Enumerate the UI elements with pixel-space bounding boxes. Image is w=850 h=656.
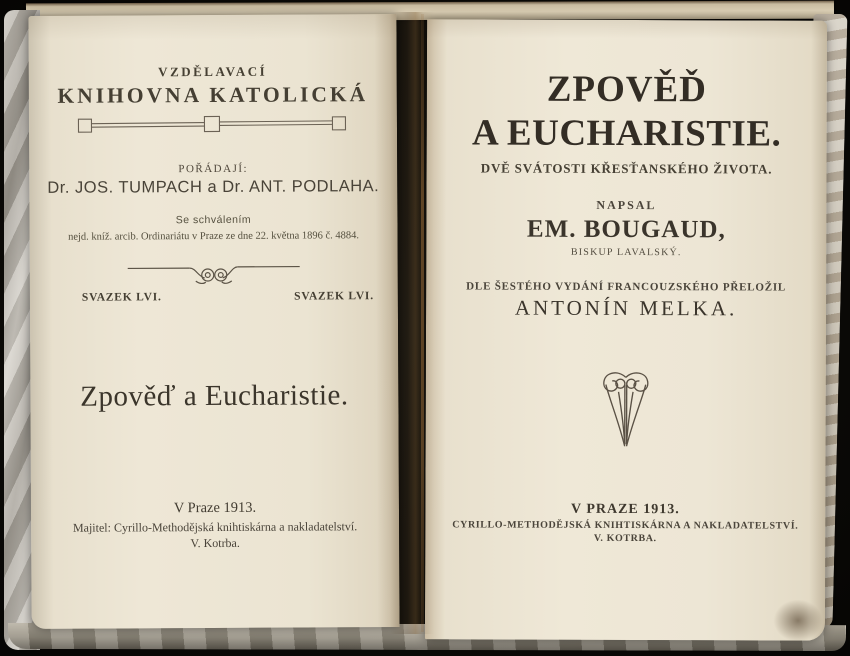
series-name-line1: VZDĚLAVACÍ (158, 63, 268, 80)
author-label: NAPSAL (596, 197, 657, 213)
right-page (425, 19, 827, 640)
author-name: EM. BOUGAUD, (526, 215, 726, 244)
book-title-line1: ZPOVĚĎ (546, 68, 708, 111)
left-imprint-place-year: V Praze 1913. (173, 499, 257, 517)
page-corner-shadow (763, 590, 827, 640)
right-imprint-publisher: CYRILLO-METHODĚJSKÁ KNIHTISKÁRNA A NAKLADATELSTVÍ. (452, 519, 799, 532)
left-imprint-publisher: Majitel: Cyrillo-Methodějská knihtiskárna a nakladatelství. (72, 519, 358, 535)
left-page (28, 14, 399, 629)
scroll-divider-icon (30, 258, 398, 290)
typographic-ornament-icon (426, 367, 826, 452)
series-name-line2: KNIHOVNA KATOLICKÁ (57, 82, 369, 108)
book-subtitle: DVĚ SVÁTOSTI KŘESŤANSKÉHO ŽIVOTA. (480, 160, 773, 177)
translation-note: DLE ŠESTÉHO VYDÁNÍ FRANCOUZSKÉHO PŘELOŽIL (466, 280, 787, 294)
half-title: Zpověď a Eucharistie. (80, 379, 349, 413)
ornamental-rule-icon (29, 113, 397, 135)
editors-names: Dr. JOS. TUMPACH a Dr. ANT. PODLAHA. (47, 177, 380, 197)
left-imprint-printer: V. Kotrba. (190, 535, 240, 551)
book-gutter-shadow (390, 12, 434, 634)
right-imprint-place-year: V PRAZE 1913. (570, 501, 680, 518)
translator-name: ANTONÍN MELKA. (514, 295, 738, 321)
approval-line1: Se schválením (175, 213, 252, 227)
book-gutter-crease (421, 14, 424, 632)
volume-left: SVAZEK LVI. (81, 291, 162, 304)
right-imprint-printer: V. KOTRBA. (593, 532, 657, 545)
author-title: BISKUP LAVALSKÝ. (570, 246, 682, 259)
approval-line2: nejd. kníž. arcib. Ordinariátu v Praze ze dne 22. května 1896 č. 4884. (68, 230, 360, 243)
volume-right: SVAZEK LVI. (294, 290, 374, 303)
editors-label: POŘÁDAJÍ: (178, 162, 249, 176)
book-title-line2: A EUCHARISTIE. (471, 112, 782, 155)
volume-row (30, 290, 398, 305)
